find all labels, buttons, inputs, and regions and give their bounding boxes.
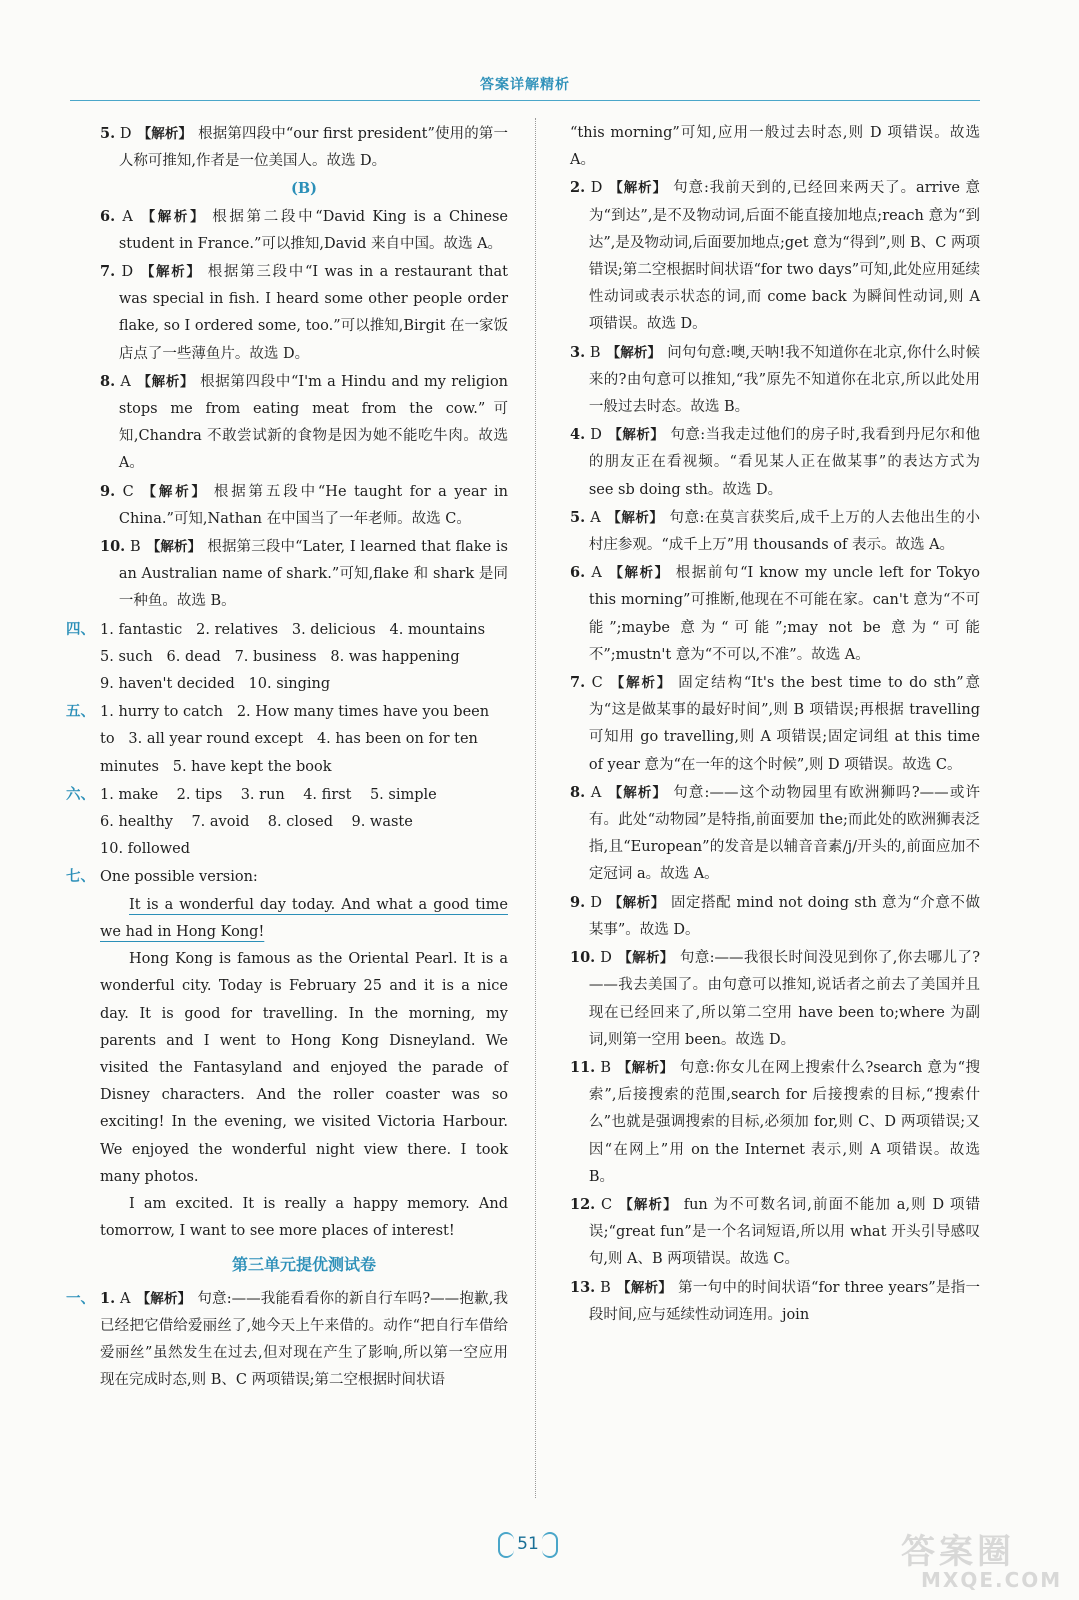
section-six-row: 6. healthy 7. avoid 8. closed 9. waste — [100, 814, 413, 831]
answer-item: 6. A 【解析】 根据第二段中“David King is a Chinese student in France.”可以推知,David 来自中国。故选 A。 — [100, 207, 509, 252]
answer-item: 3. B 【解析】 问句句意:噢,天呐!我不知道你在北京,你什么时候来的?由句意可以推知,“我”原先不知道你在北京,所以此处用一般过去时态。故选 B。 — [570, 343, 981, 416]
watermark-logo — [881, 1524, 1071, 1594]
answer-item: 10. D 【解析】 句意:——我很长时间没见到你了,你去哪儿了?——我去美国了。由句意可以推知,说话者之前去了美国并且现在已经回来了,所以第二空用 have been to;where 为副词,则第一空用 been。故选 D。 — [570, 949, 980, 1048]
column-divider — [535, 118, 536, 1498]
section-four-row: 5. such 6. dead 7. business 8. was happening — [100, 648, 460, 665]
answer-item: 13. B 【解析】 第一句中的时间状语“for three years”是指一段时间,应与延续性动词连用。join — [570, 1278, 981, 1323]
unit-title: 第三单元提优测试卷 — [231, 1255, 376, 1275]
answer-item: 11. B 【解析】 句意:你女儿在网上搜索什么?search 意为“搜索”,后接搜索的范围,search for 后接搜索的目标,“搜索什么”也就是强调搜索的目标,必须加 for,则 C、D 两项错误;又因“在网上”用 on the Internet 表示,则 A 项错误。故选 B。 — [570, 1058, 981, 1185]
answer-item: 4. D 【解析】 句意:当我走过他们的房子时,我看到丹尼尔和他的朋友正在看视频。“看见某人正在做某事”的表达方式为 see sb doing sth。故选 D。 — [570, 426, 981, 498]
answer-item: 2. D 【解析】 句意:我前天到的,已经回来两天了。arrive 意为“到达”,是不及物动词,后面不能直接加地点;reach 意为“到达”,是及物动词,后面要加地点;get 意为“得到”,则 B、C 两项错误;第二空根据时间状语“for two days”可知,此处应用延续性动词或表示状态的词,而 come back 为瞬间性动词,则 A 项错误。故选 D。 — [570, 179, 981, 333]
right-column — [570, 120, 980, 1329]
page-number: 51 — [498, 1528, 558, 1560]
section-six-row: 10. followed — [100, 841, 191, 858]
answer-item: 6. A 【解析】 根据前句“I know my uncle left for Tokyo this morning”可推断,他现在不可能在家。can't 意为“不可能”;maybe 意为“可能”;may not be 意为“可能不”;mustn't 意为“不可以,不准”。故选 A。 — [570, 564, 981, 663]
section-four-row: 9. haven't decided 10. singing — [100, 676, 331, 693]
answer-item: 7. C 【解析】 固定结构“It's the best time to do sth”意为“这是做某事的最好时间”,则 B 项错误;再根据 travelling 可知用 go travelling,则 A 项错误;固定词组 at this time of year 意为“在一年的这个时候”,则 D 项错误。故选 C。 — [570, 674, 981, 773]
section-five-row: to 3. all year round except 4. has been on for ten — [100, 731, 478, 748]
answer-item: 5. A 【解析】 句意:在莫言获奖后,成千上万的人去他出生的小村庄参观。“成千上万”用 thousands of 表示。故选 A。 — [570, 508, 981, 554]
watermark-text: 答案圈 — [901, 1532, 1015, 1572]
answer-item: 8. A 【解析】 根据第四段中“I'm a Hindu and my religion stops me from eating meat from the cow.”可知,Chandra 不敢尝试新的食物是因为她不能吃牛肉。故选 A。 — [100, 372, 509, 472]
answer-item: 10. B 【解析】 根据第三段中“Later, I learned that flake is an Australian name of shark.”可知,flake 和 shark 是同一种鱼。故选 B。 — [100, 538, 508, 610]
section-four: 四、 1. fantastic 2. relatives 3. delicious 4. mountains — [66, 620, 486, 638]
section-seven-intro: 七、 One possible version: — [66, 868, 258, 886]
page-header-title: 答案详解精析 — [480, 77, 570, 93]
writing-opening-sentence: It is a wonderful day today. And what a good time we had in Hong Kong! — [100, 896, 508, 940]
section-five-row: minutes 5. have kept the book — [100, 758, 332, 775]
header-rule — [70, 100, 980, 101]
writing-paragraph: I am excited. It is really a happy memory. And tomorrow, I want to see more places of interest! — [100, 1195, 508, 1240]
answer-item: 9. D 【解析】 固定搭配 mind not doing sth 意为“介意不做某事”。故选 D。 — [570, 893, 981, 938]
section-seven-writing — [66, 863, 508, 1245]
watermark-url: MXQE.COM — [921, 1568, 1063, 1592]
section-six: 六、 1. make 2. tips 3. run 4. first 5. simple — [66, 785, 437, 803]
answer-item: 一、 1. A 【解析】 句意:——我能看看你的新自行车吗?——抱歉,我已经把它借给爱丽丝了,她今天上午来借的。动作“把自行车借给爱丽丝”虽然发生在过去,但对现在产生了影响,所以第一空应用现在完成时态,则 B、C 两项错误;第二空根据时间状语 — [66, 1289, 508, 1389]
answer-item: 7. D 【解析】 根据第三段中“I was in a restaurant that was special in fish. I heard some other people order flake, so I ordered some, too.”可以推知,Birgit 在一家饭店点了一些薄鱼片。故选 D。 — [100, 263, 509, 362]
answer-item: 5. D 【解析】 根据第四段中“our first president”使用的第一人称可推知,作者是一位美国人。故选 D。 — [100, 125, 509, 170]
answer-item: 8. A 【解析】 句意:——这个动物园里有欧洲狮吗?——或许有。此处“动物园”是特指,前面要加 the;而此处的欧洲狮表泛指,且“European”的发音是以辅音音素/j/开头的,前面应加不定冠词 a。故选 A。 — [570, 783, 981, 883]
answer-item: 12. C 【解析】 fun 为不可数名词,前面不能加 a,则 D 项错误;“great fun”是一个名词短语,所以用 what 开头引导感叹句,则 A、B 两项错误。故选 C。 — [570, 1195, 981, 1268]
answer-continuation: “this morning”可知,应用一般过去时态,则 D 项错误。故选 A。 — [570, 125, 980, 169]
section-five: 五、 1. hurry to catch 2. How many times have you been — [66, 703, 490, 721]
section-b-heading: (B) — [291, 180, 317, 198]
writing-paragraph: Hong Kong is famous as the Oriental Pearl. It is a wonderful city. Today is February 25 and it is a nice day. It is good for travelling. In the morning, my parents and I went to Hong Kong Disneyland. We visited the Fantasyland and enjoyed the parade of Disney characters. And the roller coaster was so exciting! In the evening, we visited Victoria Harbour. We enjoyed the wonderful night view there. I took many photos. — [100, 951, 508, 1185]
answer-item: 9. C 【解析】 根据第五段中“He taught for a year in China.”可知,Nathan 在中国当了一年老师。故选 C。 — [100, 482, 509, 527]
left-column — [66, 120, 509, 1394]
